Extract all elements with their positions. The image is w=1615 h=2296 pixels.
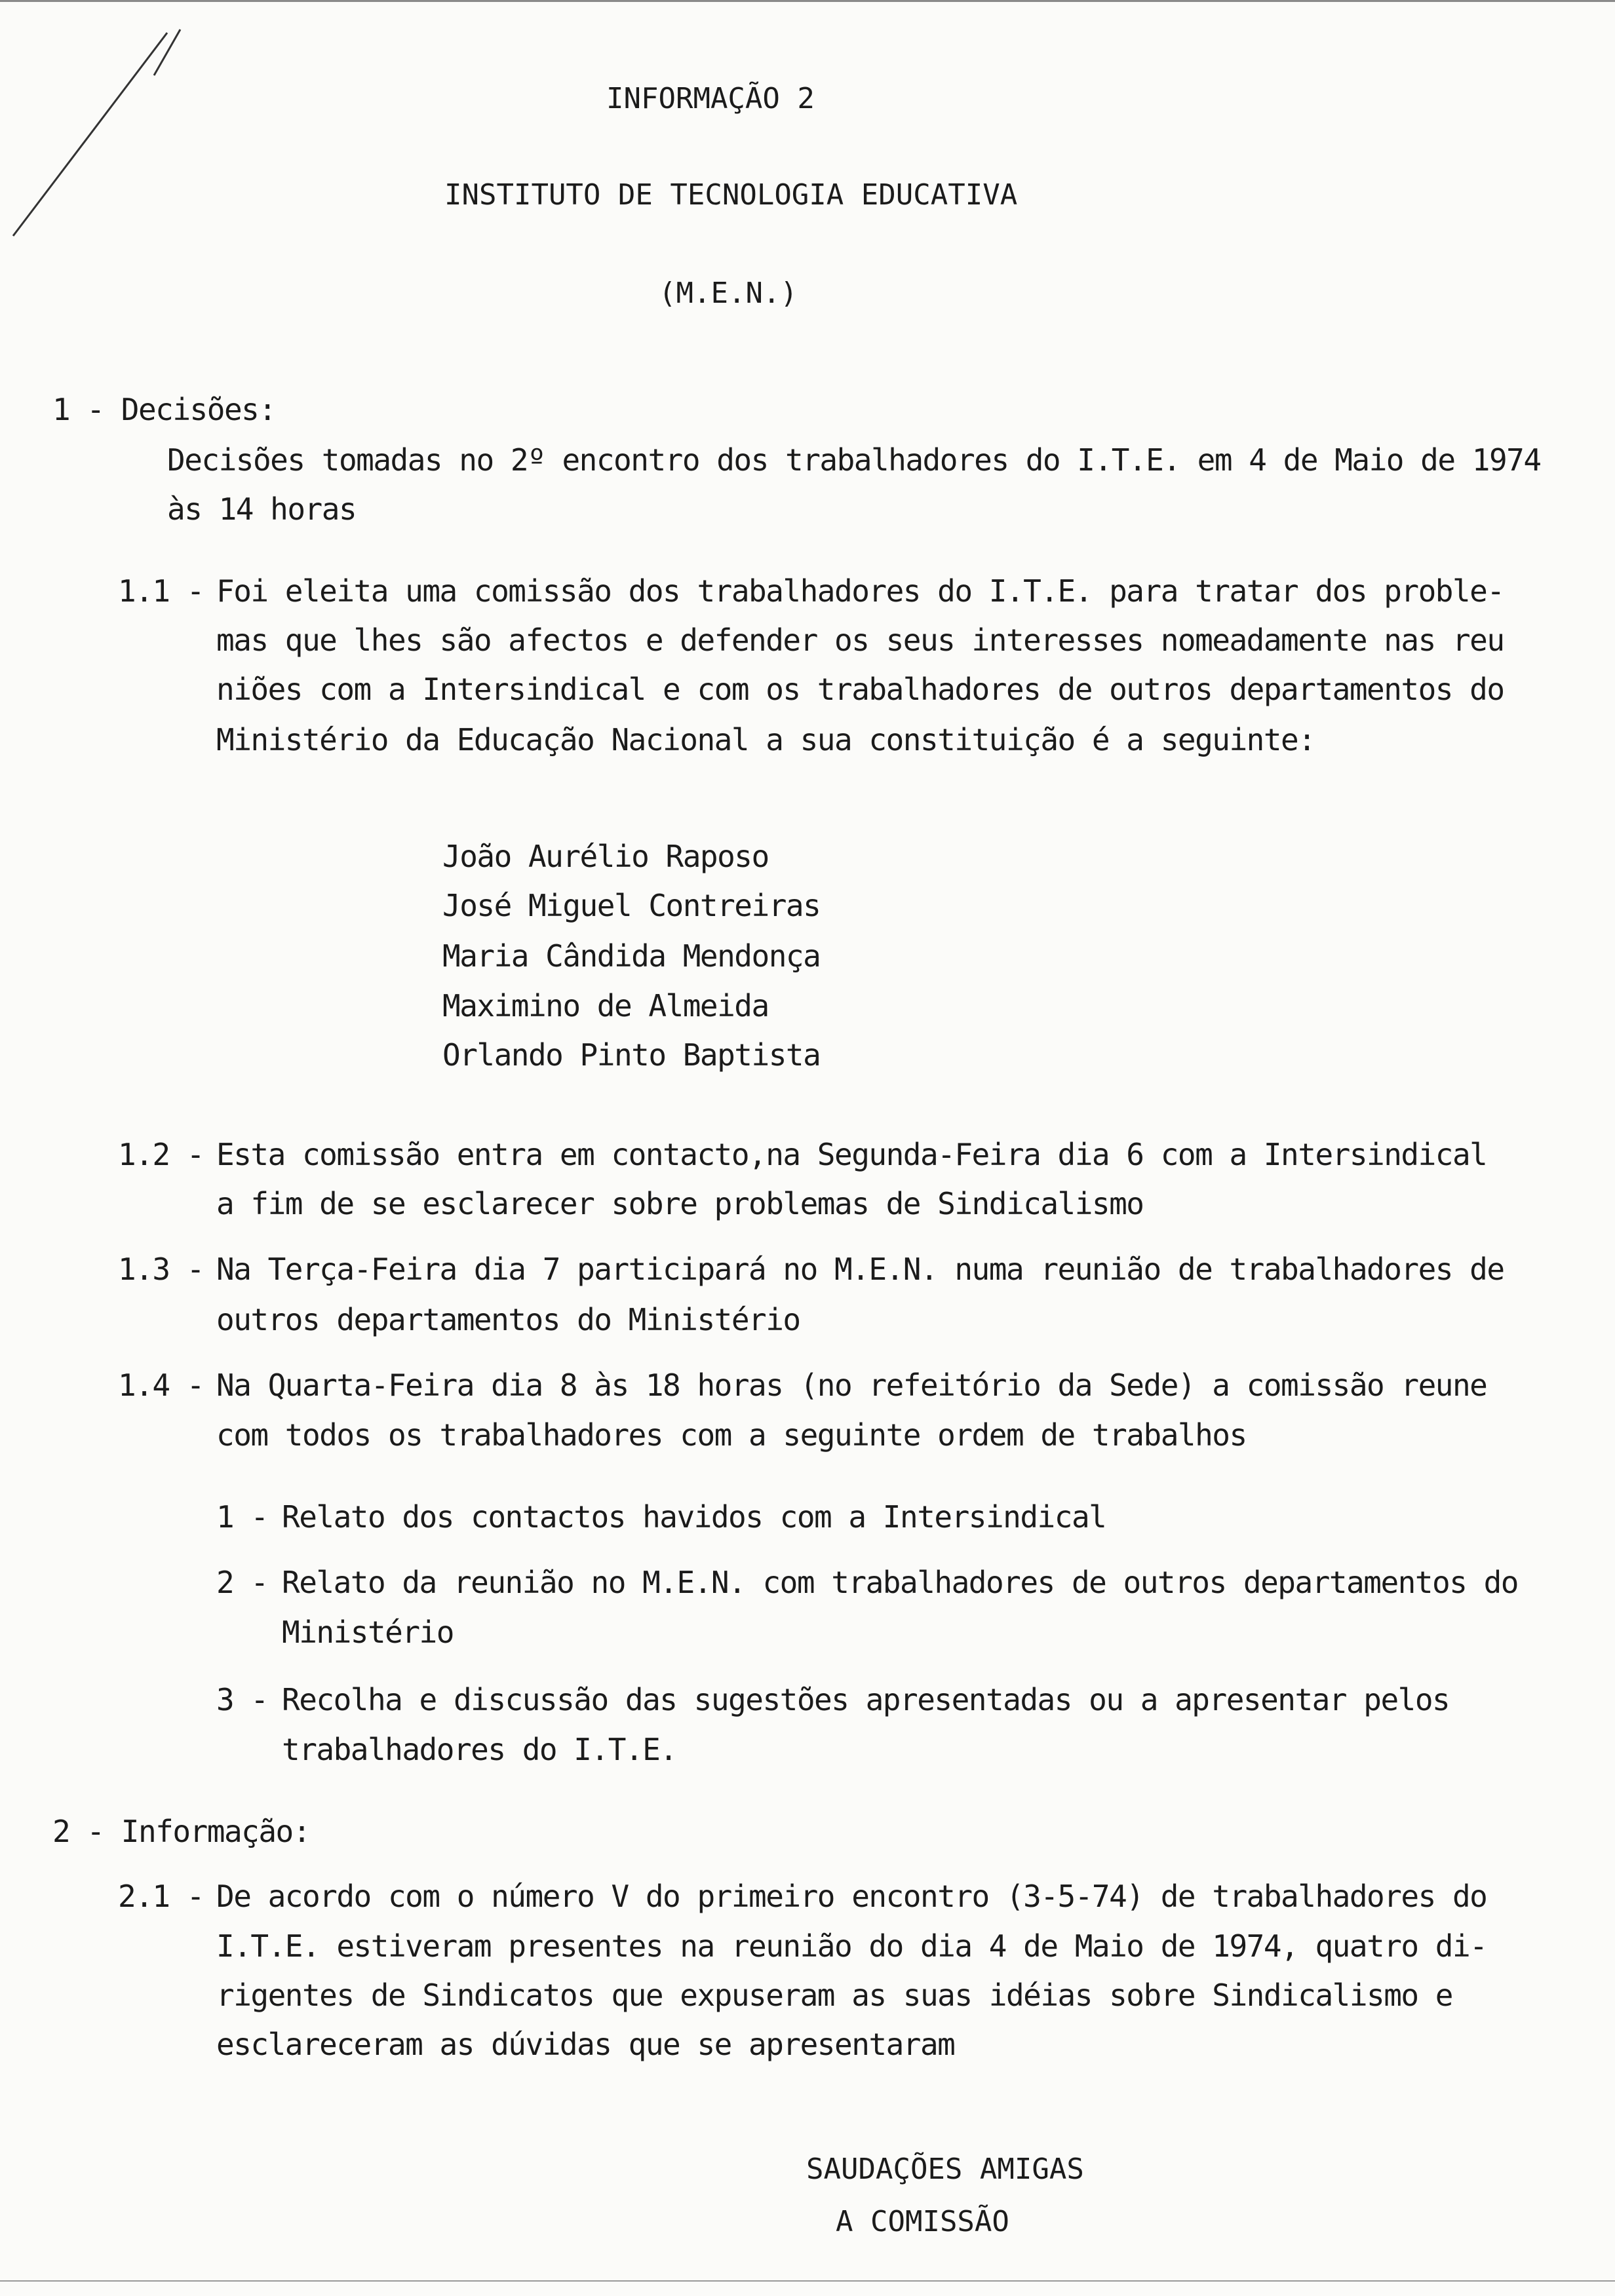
section-2-heading: 2 - Informação:	[52, 1814, 310, 1849]
closing-signature: A COMISSÃO	[836, 2205, 1009, 2238]
member-name: João Aurélio Raposo	[442, 839, 769, 874]
section-1-heading: 1 - Decisões:	[52, 392, 276, 427]
item-text-line: outros departamentos do Ministério	[216, 1302, 800, 1337]
agenda-number: 1 -	[216, 1499, 268, 1535]
document-title: INFORMAÇÃO 2	[606, 82, 815, 115]
item-number: 1.1 -	[118, 573, 204, 609]
item-text-line: Na Terça-Feira dia 7 participará no M.E.N. numa reunião de trabalhadores de	[216, 1252, 1504, 1287]
item-text-line: De acordo com o número V do primeiro encontro (3-5-74) de trabalhadores do	[216, 1879, 1487, 1914]
member-name: Maximino de Almeida	[442, 988, 769, 1024]
item-text-line: mas que lhes são afectos e defender os seus interesses nomeadamente nas reu	[216, 622, 1504, 658]
agenda-number: 3 -	[216, 1682, 268, 1717]
item-text-line: I.T.E. estiveram presentes na reunião do dia 4 de Maio de 1974, quatro di-	[216, 1928, 1487, 1964]
member-name: Orlando Pinto Baptista	[442, 1037, 821, 1073]
member-name: Maria Cândida Mendonça	[442, 938, 821, 974]
item-text-line: Ministério da Educação Nacional a sua constituição é a seguinte:	[216, 722, 1315, 757]
member-name: José Miguel Contreiras	[442, 888, 821, 923]
item-number: 1.3 -	[118, 1252, 204, 1287]
bottom-page-edge	[0, 2280, 1615, 2282]
item-text-line: Na Quarta-Feira dia 8 às 18 horas (no refeitório da Sede) a comissão reune	[216, 1368, 1487, 1403]
top-page-edge	[0, 0, 1615, 2]
closing-salutation: SAUDAÇÕES AMIGAS	[806, 2152, 1084, 2186]
agenda-text-line: Relato da reunião no M.E.N. com trabalhadores de outros departamentos do	[282, 1565, 1518, 1600]
section-1-intro-line: Decisões tomadas no 2º encontro dos trabalhadores do I.T.E. em 4 de Maio de 1974	[167, 442, 1541, 478]
agenda-text-line: Ministério	[282, 1615, 454, 1650]
item-number: 1.2 -	[118, 1137, 204, 1172]
item-text-line: niões com a Intersindical e com os trabalhadores de outros departamentos do	[216, 672, 1504, 707]
item-text-line: rigentes de Sindicatos que expuseram as suas idéias sobre Sindicalismo e	[216, 1978, 1452, 2013]
item-text-line: esclareceram as dúvidas que se apresentaram	[216, 2027, 955, 2062]
item-number: 1.4 -	[118, 1368, 204, 1403]
ministry-abbreviation: (M.E.N.)	[659, 277, 798, 310]
item-text-line: a fim de se esclarecer sobre problemas de Sindicalismo	[216, 1186, 1144, 1221]
institution-name: INSTITUTO DE TECNOLOGIA EDUCATIVA	[444, 178, 1018, 212]
agenda-number: 2 -	[216, 1565, 268, 1600]
section-1-intro-line: às 14 horas	[167, 491, 357, 527]
pen-stroke-mark	[0, 0, 197, 262]
agenda-text-line: Recolha e discussão das sugestões apresentadas ou a apresentar pelos	[282, 1682, 1450, 1717]
item-number: 2.1 -	[118, 1879, 204, 1914]
item-text-line: Foi eleita uma comissão dos trabalhadores do I.T.E. para tratar dos proble-	[216, 573, 1504, 609]
item-text-line: com todos os trabalhadores com a seguinte ordem de trabalhos	[216, 1417, 1247, 1453]
agenda-text-line: Relato dos contactos havidos com a Intersindical	[282, 1499, 1106, 1535]
item-text-line: Esta comissão entra em contacto,na Segunda-Feira dia 6 com a Intersindical	[216, 1137, 1487, 1172]
agenda-text-line: trabalhadores do I.T.E.	[282, 1732, 677, 1767]
